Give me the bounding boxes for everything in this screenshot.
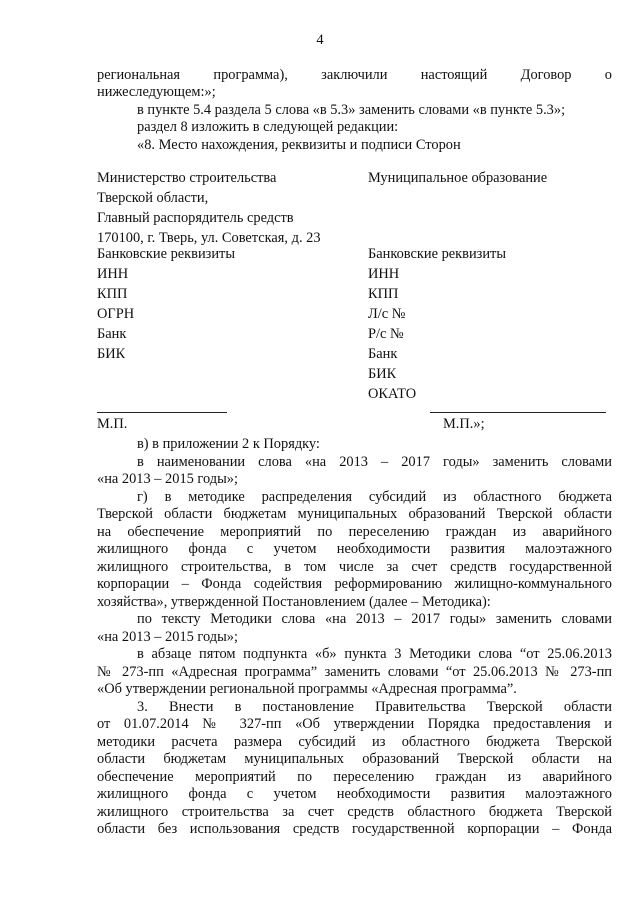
text-line: ИНН bbox=[368, 266, 400, 282]
right-party-bank-details bbox=[368, 244, 506, 404]
text-line: Л/с № bbox=[368, 306, 406, 322]
text-line: Банковские реквизиты bbox=[368, 246, 506, 262]
text-line: «8. Место нахождения, реквизиты и подписи Сторон bbox=[137, 137, 461, 153]
text-line: БИК bbox=[368, 366, 397, 382]
text-line: раздел 8 изложить в следующей редакции: bbox=[137, 119, 399, 135]
stamp-placeholder-left: М.П. bbox=[97, 416, 128, 432]
text-line: 170100, г. Тверь, ул. Советская, д. 23 bbox=[97, 230, 321, 246]
text-line: области бюджетам муниципальных образований Тверской области на bbox=[97, 751, 612, 767]
text-line: КПП bbox=[97, 286, 128, 302]
text-line: БИК bbox=[97, 346, 126, 362]
text-line: региональная программа), заключили настоящий Договор о bbox=[97, 67, 612, 83]
signature-line-left bbox=[97, 412, 227, 413]
left-party-bank-details bbox=[97, 244, 235, 364]
signature-line-right bbox=[430, 412, 606, 413]
text-line: от 01.07.2014 № 327-пп «Об утверждении Порядка предоставления и bbox=[97, 716, 612, 732]
right-party-address bbox=[368, 168, 547, 188]
stamp-placeholder-right: М.П.»; bbox=[443, 416, 485, 432]
text-line: Тверской области бюджетам муниципальных образований Тверской области bbox=[97, 506, 612, 522]
text-line: жилищного фонда с учетом необходимости развития малоэтажного bbox=[97, 541, 612, 557]
text-line: по тексту Методики слова «на 2013 – 2017 годы» заменить словами bbox=[137, 611, 612, 627]
text-line: Главный распорядитель средств bbox=[97, 210, 294, 226]
text-line: жилищного фонда с учетом необходимости развития малоэтажного bbox=[97, 786, 612, 802]
text-line: Муниципальное образование bbox=[368, 170, 548, 186]
text-line: обеспечение мероприятий по переселению граждан из аварийного bbox=[97, 769, 612, 785]
text-line: ОГРН bbox=[97, 306, 135, 322]
text-line: корпорации – Фонда содействия реформированию жилищно-коммунального bbox=[97, 576, 612, 592]
text-line: Банковские реквизиты bbox=[97, 246, 235, 262]
text-line: в пункте 5.4 раздела 5 слова «в 5.3» заменить словами «в пункте 5.3»; bbox=[137, 102, 566, 118]
text-line: на обеспечение мероприятий по переселению граждан из аварийного bbox=[97, 524, 612, 540]
text-line: № 273-пп «Адресная программа” заменить словами “от 25.06.2013 № 273-пп bbox=[97, 664, 612, 680]
text-line: Министерство строительства bbox=[97, 170, 277, 186]
text-line: Р/с № bbox=[368, 326, 404, 342]
page-number: 4 bbox=[316, 32, 324, 48]
text-line: области без использования средств государственной корпорации – Фонда bbox=[97, 821, 612, 837]
text-line: КПП bbox=[368, 286, 399, 302]
text-line: Банк bbox=[368, 346, 398, 362]
text-line: жилищного строительства за счет средств областного бюджета Тверской bbox=[97, 804, 612, 820]
text-line: Банк bbox=[97, 326, 127, 342]
text-line: в) в приложении 2 к Порядку: bbox=[137, 436, 320, 452]
text-line: в абзаце пятом подпункта «б» пункта 3 Методики слова “от 25.06.2013 bbox=[137, 646, 612, 662]
text-line: ОКАТО bbox=[368, 386, 417, 402]
text-line: «на 2013 – 2015 годы»; bbox=[97, 471, 238, 487]
text-line: ИНН bbox=[97, 266, 129, 282]
text-line: г) в методике распределения субсидий из областного бюджета bbox=[137, 489, 612, 505]
text-line: методики расчета размера субсидий из областного бюджета Тверской bbox=[97, 734, 612, 750]
text-line: Тверской области, bbox=[97, 190, 209, 206]
text-line: нижеследующем:»; bbox=[97, 84, 216, 100]
text-line: «на 2013 – 2015 годы»; bbox=[97, 629, 238, 645]
text-line: хозяйства», утвержденной Постановлением (далее – Методика): bbox=[97, 594, 491, 610]
text-line: 3. Внести в постановление Правительства Тверской области bbox=[137, 699, 612, 715]
text-line: «Об утверждении региональной программы «Адресная программа”. bbox=[97, 681, 517, 697]
left-party-address bbox=[97, 168, 321, 248]
text-line: жилищного строительства, в том числе за счет средств государственной bbox=[97, 559, 612, 575]
text-line: в наименовании слова «на 2013 – 2017 годы» заменить словами bbox=[137, 454, 612, 470]
